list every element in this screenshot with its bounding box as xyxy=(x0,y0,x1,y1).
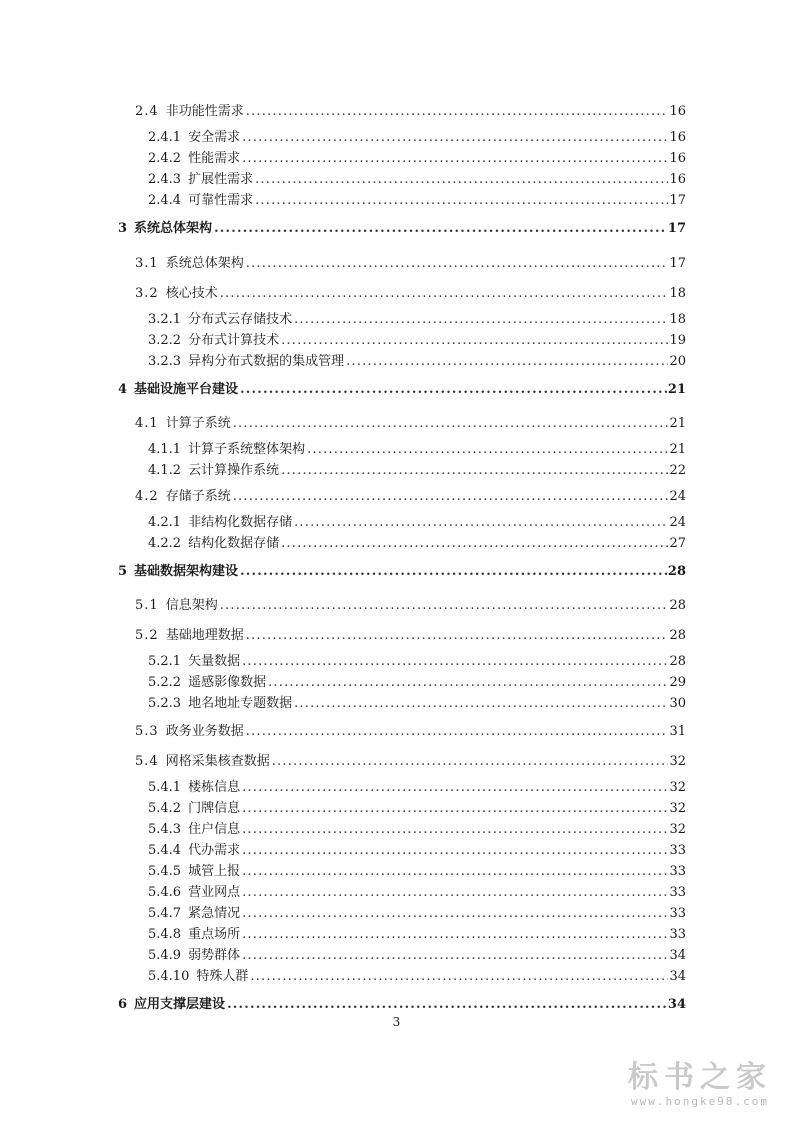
toc-entry[interactable] xyxy=(0,332,793,352)
toc-leader-dots xyxy=(242,129,668,147)
toc-entry-title: 基础数据架构建设 xyxy=(134,564,239,579)
toc-entry-title: 结构化数据存储 xyxy=(188,536,280,551)
toc-leader-dots xyxy=(346,353,668,371)
toc-leader-dots xyxy=(242,905,668,923)
watermark-logo xyxy=(625,1061,775,1108)
toc-leader-dots xyxy=(240,563,667,581)
toc-entry-number: 3.2.1 xyxy=(148,312,182,327)
toc-entry-number: 2.4 xyxy=(135,104,159,119)
toc-entry[interactable] xyxy=(0,514,793,534)
toc-entry-page: 18 xyxy=(669,312,686,327)
toc-entry-number: 2.4.1 xyxy=(148,130,182,145)
toc-entry[interactable] xyxy=(0,311,793,331)
toc-entry-page: 16 xyxy=(669,172,686,187)
toc-entry-title: 基础设施平台建设 xyxy=(134,382,239,397)
toc-entry-number: 6 xyxy=(118,997,129,1012)
toc-leader-dots xyxy=(220,285,669,303)
toc-entry-number: 5.4.1 xyxy=(148,780,182,795)
toc-entry-page: 33 xyxy=(669,927,686,942)
toc-entry-title: 政务业务数据 xyxy=(165,724,244,739)
toc-entry[interactable] xyxy=(0,968,793,988)
toc-entry-page: 28 xyxy=(669,628,686,643)
toc-entry-number: 2.4.3 xyxy=(148,172,182,187)
toc-entry-title: 系统总体架构 xyxy=(134,221,213,236)
toc-entry-number: 5.2.2 xyxy=(148,675,182,690)
toc-entry-page: 22 xyxy=(669,463,686,478)
watermark-url: www.hongke98.com xyxy=(631,1095,769,1108)
toc-entry[interactable] xyxy=(0,674,793,694)
toc-entry[interactable] xyxy=(0,381,793,401)
toc-entry-title: 非功能性需求 xyxy=(165,104,244,119)
toc-entry[interactable] xyxy=(0,947,793,967)
toc-entry-page: 18 xyxy=(669,286,686,301)
toc-leader-dots xyxy=(242,926,668,944)
toc-entry-number: 5.4.5 xyxy=(148,864,182,879)
toc-leader-dots xyxy=(242,779,668,797)
toc-entry-page: 21 xyxy=(669,442,686,457)
toc-entry-title: 分布式计算技术 xyxy=(188,333,280,348)
toc-entry-page: 17 xyxy=(669,256,686,271)
toc-entry-page: 20 xyxy=(669,354,686,369)
toc-leader-dots xyxy=(240,381,667,399)
toc-entry[interactable] xyxy=(0,220,793,240)
toc-entry-page: 24 xyxy=(669,489,686,504)
toc-entry-title: 门牌信息 xyxy=(188,801,241,816)
toc-leader-dots xyxy=(242,863,668,881)
toc-entry-page: 33 xyxy=(669,843,686,858)
toc-entry-title: 非结构化数据存储 xyxy=(188,515,293,530)
toc-entry-number: 4.1 xyxy=(135,416,159,431)
toc-entry-number: 5.4.4 xyxy=(148,843,182,858)
toc-entry-page: 27 xyxy=(669,536,686,551)
toc-entry-page: 34 xyxy=(669,969,686,984)
toc-entry-page: 16 xyxy=(669,151,686,166)
toc-leader-dots xyxy=(307,441,668,459)
toc-entry[interactable] xyxy=(0,753,793,773)
toc-entry-title: 计算子系统整体架构 xyxy=(188,442,306,457)
watermark-brand: 标书之家 xyxy=(628,1060,772,1095)
toc-entry-title: 代办需求 xyxy=(188,843,241,858)
toc-leader-dots xyxy=(242,947,668,965)
toc-entry-number: 5.4.7 xyxy=(148,906,182,921)
toc-entry-title: 楼栋信息 xyxy=(188,780,241,795)
toc-entry-title: 可靠性需求 xyxy=(188,193,254,208)
toc-leader-dots xyxy=(281,535,668,553)
toc-leader-dots xyxy=(242,842,668,860)
toc-leader-dots xyxy=(246,723,669,741)
toc-entry-page: 32 xyxy=(669,754,686,769)
toc-entry-number: 5.4.9 xyxy=(148,948,182,963)
toc-entry-page: 16 xyxy=(669,104,686,119)
toc-leader-dots xyxy=(294,514,668,532)
toc-entry[interactable] xyxy=(0,821,793,841)
toc-leader-dots xyxy=(281,332,668,350)
toc-leader-dots xyxy=(242,800,668,818)
toc-entry[interactable] xyxy=(0,415,793,435)
toc-entry-title: 安全需求 xyxy=(188,130,241,145)
toc-entry-number: 5.2 xyxy=(135,628,159,643)
toc-entry-title: 云计算操作系统 xyxy=(188,463,280,478)
toc-leader-dots xyxy=(233,415,669,433)
toc-leader-dots xyxy=(242,884,668,902)
toc-entry-title: 营业网点 xyxy=(188,885,241,900)
toc-entry[interactable] xyxy=(0,150,793,170)
toc-entry-page: 28 xyxy=(669,654,686,669)
toc-entry[interactable] xyxy=(0,285,793,305)
toc-leader-dots xyxy=(246,627,669,645)
toc-entry-number: 4.2 xyxy=(135,489,159,504)
toc-entry-page: 32 xyxy=(669,780,686,795)
toc-entry-title: 核心技术 xyxy=(165,286,218,301)
toc-leader-dots xyxy=(294,311,668,329)
toc-entry[interactable] xyxy=(0,535,793,555)
toc-entry-page: 21 xyxy=(669,416,686,431)
toc-leader-dots xyxy=(220,597,669,615)
toc-leader-dots xyxy=(242,653,668,671)
toc-entry-page: 33 xyxy=(669,885,686,900)
toc-entry-title: 住户信息 xyxy=(188,822,241,837)
toc-entry-number: 3.2.2 xyxy=(148,333,182,348)
toc-entry-page: 21 xyxy=(667,382,686,397)
toc-entry-title: 城管上报 xyxy=(188,864,241,879)
toc-entry-title: 网格采集核查数据 xyxy=(165,754,270,769)
toc-leader-dots xyxy=(242,150,668,168)
toc-entry-number: 4 xyxy=(118,382,129,397)
toc-entry[interactable] xyxy=(0,800,793,820)
toc-entry-title: 紧急情况 xyxy=(188,906,241,921)
toc-entry-title: 扩展性需求 xyxy=(188,172,254,187)
toc-entry-page: 34 xyxy=(669,948,686,963)
toc-entry[interactable] xyxy=(0,863,793,883)
toc-leader-dots xyxy=(246,103,669,121)
toc-entry[interactable] xyxy=(0,627,793,647)
toc-entry-title: 存储子系统 xyxy=(165,489,231,504)
toc-entry-title: 特殊人群 xyxy=(196,969,249,984)
toc-entry-page: 32 xyxy=(669,822,686,837)
toc-entry-number: 5.4.3 xyxy=(148,822,182,837)
toc-entry[interactable] xyxy=(0,441,793,461)
toc-entry-number: 2.4.4 xyxy=(148,193,182,208)
toc-entry-title: 系统总体架构 xyxy=(165,256,244,271)
toc-entry-page: 17 xyxy=(669,193,686,208)
toc-entry[interactable] xyxy=(0,488,793,508)
toc-entry-number: 3.1 xyxy=(135,256,159,271)
toc-entry-page: 33 xyxy=(669,864,686,879)
toc-leader-dots xyxy=(255,171,668,189)
toc-entry-number: 4.2.1 xyxy=(148,515,182,530)
toc-entry-page: 32 xyxy=(669,801,686,816)
toc-entry-number: 5.4.8 xyxy=(148,927,182,942)
toc-entry-page: 34 xyxy=(667,997,686,1012)
toc-entry-number: 5.4.2 xyxy=(148,801,182,816)
toc-entry[interactable] xyxy=(0,884,793,904)
toc-leader-dots xyxy=(250,968,668,986)
toc-entry-number: 5.1 xyxy=(135,598,159,613)
toc-leader-dots xyxy=(268,674,668,692)
toc-leader-dots xyxy=(255,192,668,210)
toc-entry-page: 17 xyxy=(667,221,686,236)
toc-entry[interactable] xyxy=(0,723,793,743)
toc-leader-dots xyxy=(281,462,668,480)
toc-entry-page: 29 xyxy=(669,675,686,690)
toc-entry-number: 5.2.1 xyxy=(148,654,182,669)
toc-entry-page: 28 xyxy=(667,564,686,579)
toc-entry[interactable] xyxy=(0,653,793,673)
toc-entry[interactable] xyxy=(0,597,793,617)
toc-leader-dots xyxy=(233,488,669,506)
toc-entry[interactable] xyxy=(0,996,793,1016)
toc-entry-page: 28 xyxy=(669,598,686,613)
toc-leader-dots xyxy=(242,821,668,839)
toc-entry[interactable] xyxy=(0,905,793,925)
toc-entry-title: 矢量数据 xyxy=(188,654,241,669)
toc-entry[interactable] xyxy=(0,255,793,275)
toc-entry-number: 2.4.2 xyxy=(148,151,182,166)
toc-entry-title: 重点场所 xyxy=(188,927,241,942)
toc-entry-number: 5.4.6 xyxy=(148,885,182,900)
toc-entry[interactable] xyxy=(0,353,793,373)
toc-entry-number: 4.2.2 xyxy=(148,536,182,551)
toc-entry-page: 16 xyxy=(669,130,686,145)
toc-entry-number: 5.3 xyxy=(135,724,159,739)
toc-entry-title: 弱势群体 xyxy=(188,948,241,963)
toc-entry-number: 5.2.3 xyxy=(148,696,182,711)
toc-entry[interactable] xyxy=(0,842,793,862)
toc-entry-title: 分布式云存储技术 xyxy=(188,312,293,327)
toc-entry[interactable] xyxy=(0,563,793,583)
toc-entry-number: 3 xyxy=(118,221,129,236)
toc-entry[interactable] xyxy=(0,779,793,799)
toc-leader-dots xyxy=(246,255,669,273)
toc-leader-dots xyxy=(214,220,667,238)
page-number: 3 xyxy=(392,1015,401,1029)
toc-entry-number: 5.4 xyxy=(135,754,159,769)
toc-entry-number: 4.1.2 xyxy=(148,463,182,478)
toc-entry-title: 地名地址专题数据 xyxy=(188,696,293,711)
toc-leader-dots xyxy=(272,753,669,771)
toc-entry-page: 24 xyxy=(669,515,686,530)
toc-entry-title: 性能需求 xyxy=(188,151,241,166)
toc-entry-page: 19 xyxy=(669,333,686,348)
toc-entry[interactable] xyxy=(0,192,793,212)
toc-entry-number: 5.4.10 xyxy=(148,969,190,984)
toc-entry-number: 5 xyxy=(118,564,129,579)
toc-leader-dots xyxy=(294,695,668,713)
toc-entry[interactable] xyxy=(0,695,793,715)
toc-leader-dots xyxy=(227,996,667,1014)
toc-entry-page: 31 xyxy=(669,724,686,739)
toc-entry-title: 遥感影像数据 xyxy=(188,675,267,690)
toc-entry-number: 3.2 xyxy=(135,286,159,301)
toc-entry-number: 4.1.1 xyxy=(148,442,182,457)
toc-entry-title: 基础地理数据 xyxy=(165,628,244,643)
toc-entry-page: 30 xyxy=(669,696,686,711)
toc-entry[interactable] xyxy=(0,926,793,946)
toc-entry-number: 3.2.3 xyxy=(148,354,182,369)
toc-entry-title: 异构分布式数据的集成管理 xyxy=(188,354,345,369)
toc-entry[interactable] xyxy=(0,103,793,123)
toc-entry-title: 应用支撑层建设 xyxy=(134,997,226,1012)
toc-entry[interactable] xyxy=(0,129,793,149)
toc-entry[interactable] xyxy=(0,171,793,191)
toc-entry[interactable] xyxy=(0,462,793,482)
toc-entry-title: 计算子系统 xyxy=(165,416,231,431)
toc-entry-page: 33 xyxy=(669,906,686,921)
toc-entry-title: 信息架构 xyxy=(165,598,218,613)
